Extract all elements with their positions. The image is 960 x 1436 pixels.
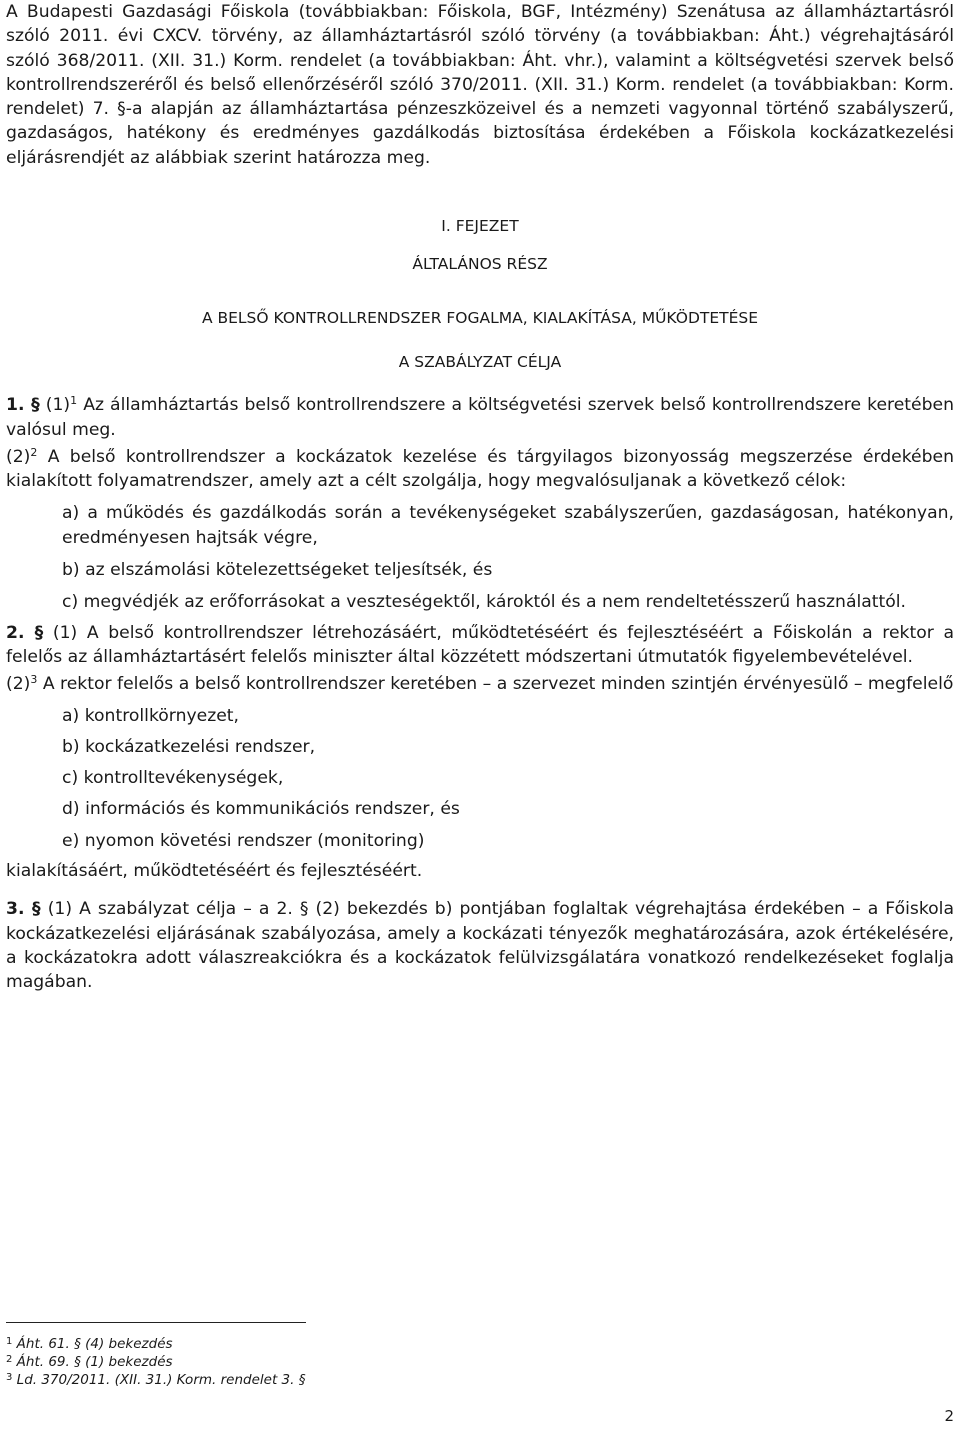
chapter-heading: I. FEJEZET — [441, 217, 519, 236]
list-item: b) az elszámolási kötelezettségeket teljesítsék, és — [62, 560, 493, 581]
section-2-p2-text: A rektor felelős a belső kontrollrendszer keretében – a szervezet minden szintjén érvényesülő – megfelelő — [37, 674, 954, 695]
part-heading: ÁLTALÁNOS RÉSZ — [412, 255, 548, 274]
footnote-1 — [6, 1335, 305, 1353]
section-1-p2-prefix: (2) — [6, 446, 31, 467]
section-2-paragraph-2 — [6, 672, 954, 696]
section-2-p1-text: (1) A belső kontrollrendszer létrehozásáért, működtetéséért és fejlesztéséért a Főiskolán a rektor a felelős az államháztartásért felelős miniszter által közzétett módszertani útmutatók figyelembevételével. — [6, 622, 954, 667]
footnote-separator — [6, 1322, 306, 1323]
list-item: c) kontrolltevékenységek, — [62, 768, 284, 789]
footnote-3 — [6, 1371, 305, 1389]
section-3-number: 3. § — [6, 899, 41, 920]
list-item: b) kockázatkezelési rendszer, — [62, 736, 316, 757]
section-2-p2-prefix: (2) — [6, 674, 31, 695]
footnote-3-marker: 3 — [6, 1372, 13, 1383]
footnote-ref-3[interactable]: 3 — [30, 673, 38, 687]
list-item: e) nyomon követési rendszer (monitoring) — [62, 830, 425, 851]
section-1-p1-text: Az államháztartás belső kontrollrendszere a költségvetési szervek belső kontrollrendszere keretében valósul meg. — [6, 395, 954, 440]
footnote-1-marker: 1 — [6, 1336, 13, 1347]
footnotes — [6, 1335, 305, 1389]
section-1-p2-text: A belső kontrollrendszer a kockázatok kezelése és tárgyilagos bizonyosság megszerzése érdekében kialakított folyamatrendszer, amely azt a célt szolgálja, hogy megvalósuljanak a következő célok: — [6, 446, 954, 492]
section-2-number: 2. § — [6, 622, 44, 643]
footnote-ref-1[interactable]: 1 — [70, 394, 78, 408]
section-3-paragraph-1 — [6, 897, 954, 994]
subsection-heading: A SZABÁLYZAT CÉLJA — [398, 352, 562, 371]
section-1-number: 1. § — [6, 395, 40, 416]
list-item: c) megvédjék az erőforrásokat a veszteségektől, károktól és a nem rendeltetésszerű használattól. — [62, 592, 907, 613]
section-1-goal-list — [62, 501, 954, 614]
section-1-paragraph-2 — [6, 445, 954, 494]
footnote-2-marker: 2 — [6, 1354, 13, 1365]
section-2-system-list — [62, 704, 954, 853]
footnote-2 — [6, 1353, 305, 1371]
list-item: d) információs és kommunikációs rendszer, és — [62, 799, 460, 820]
footnote-ref-2[interactable]: 2 — [30, 445, 38, 459]
section-2-paragraph-1 — [6, 621, 954, 670]
list-item: a) kontrollkörnyezet, — [62, 705, 240, 726]
section-2-closing: kialakításáért, működtetéséért és fejlesztéséért. — [6, 861, 423, 882]
section-3-text: (1) A szabályzat célja – a 2. § (2) bekezdés b) pontjában foglaltak végrehajtása érdekében – a Főiskola kockázatkezelési eljárásának szabályozása, amely a kockázati tényezők meghatározására, azok értékelésére, a kockázatokra adott válaszreakciókra és a kockázatok felülvizsgálatára vonatkozó rendelkezéseket foglalja magában. — [6, 899, 954, 993]
footnote-2-text: Áht. 69. § (1) bekezdés — [12, 1354, 173, 1370]
preamble-paragraph: A Budapesti Gazdasági Főiskola (továbbiakban: Főiskola, BGF, Intézmény) Szenátusa az államháztartásról szóló 2011. évi CXCV. törvény, az államháztartásról szóló törvény (a továbbiakban: Áht.) végrehajtásáról szóló 368/2011. (XII. 31.) Korm. rendelet (a továbbiakban: Áht. vhr.), valamint a költségvetési szervek belső kontrollrendszeréről és belső ellenőrzéséről szóló 370/2011. (XII. 31.) Korm. rendelet (a továbbiakban: Korm. rendelet) 7. §-a alapján az államháztartása pénzeszközeivel és a nemzeti vagyonnal történő szabályszerű, gazdaságos, hatékony és eredményes gazdálkodás biztosítása érdekében a Főiskola kockázatkezelési eljárásrendjét az alábbiak szerint határozza meg. — [6, 2, 954, 168]
section-1-paragraph-1 — [6, 393, 954, 442]
section-1-p1-prefix: (1) — [45, 395, 71, 416]
footnote-3-text: Ld. 370/2011. (XII. 31.) Korm. rendelet 3. § — [12, 1372, 306, 1388]
page-number: 2 — [944, 1407, 954, 1425]
document-page — [6, 0, 954, 995]
footnote-1-text: Áht. 61. § (4) bekezdés — [12, 1336, 173, 1352]
section-heading: A BELSŐ KONTROLLRENDSZER FOGALMA, KIALAKÍTÁSA, MŰKÖDTETÉSE — [201, 308, 759, 327]
list-item: a) a működés és gazdálkodás során a tevékenységeket szabályszerűen, gazdaságosan, hatékonyan, eredményesen hajtsák végre, — [62, 503, 954, 548]
